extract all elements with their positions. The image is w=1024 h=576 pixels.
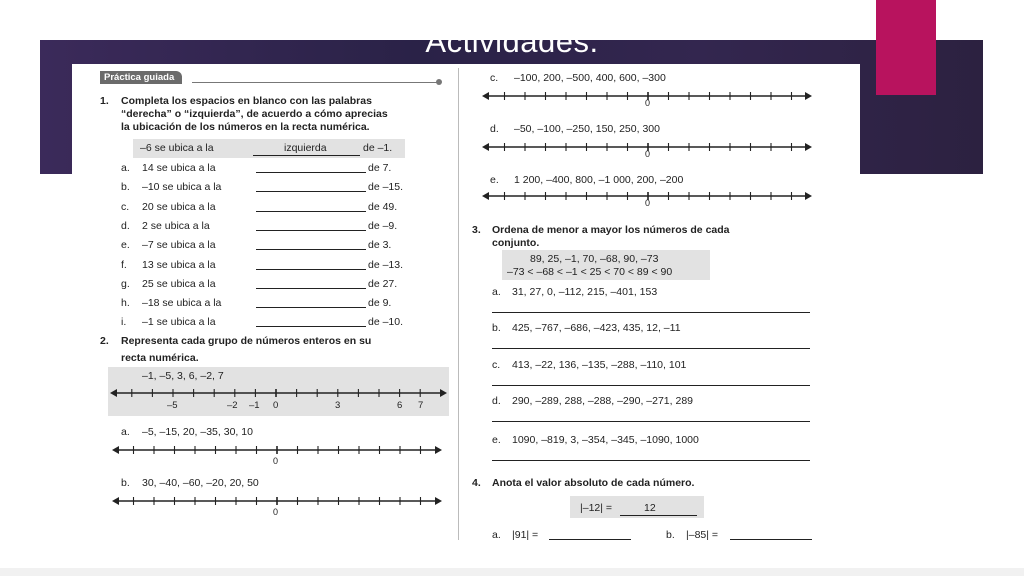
q3-item-set: 1090, –819, 3, –354, –345, –1090, 1000 xyxy=(512,434,699,446)
q3-item-letter: b. xyxy=(492,322,501,334)
q4-b-blank xyxy=(730,539,812,540)
q1-item-suffix: de –9. xyxy=(368,220,398,232)
q2-example-label-minus5: –5 xyxy=(167,400,178,411)
q3-item-letter: c. xyxy=(492,359,501,371)
arrow-right-icon xyxy=(435,497,442,505)
q3-line-2: conjunto. xyxy=(492,237,540,249)
q4-example-answer: 12 xyxy=(644,502,656,514)
q2-a-zero: 0 xyxy=(273,456,279,466)
q1-item-text: 13 se ubica a la xyxy=(142,259,216,271)
q2-example-set: –1, –5, 3, 6, –2, 7 xyxy=(142,370,224,382)
q1-item-blank xyxy=(256,269,366,270)
q1-number: 1. xyxy=(100,95,109,107)
section-tag: Práctica guiada xyxy=(100,71,182,84)
q1-item-text: 2 se ubica a la xyxy=(142,220,210,232)
q1-example-suffix: de –1. xyxy=(363,142,393,154)
q2-example-label-minus1: –1 xyxy=(249,400,260,411)
q1-item-suffix: de –10. xyxy=(368,316,404,328)
q1-item-text: –1 se ubica a la xyxy=(142,316,216,328)
q4-text: Anota el valor absoluto de cada número. xyxy=(492,477,695,489)
q1-item-letter: h. xyxy=(121,297,130,309)
q3-example-order: –73 < –68 < –1 < 25 < 70 < 89 < 90 xyxy=(507,266,673,278)
q1-item-suffix: de –15. xyxy=(368,181,404,193)
right-column xyxy=(470,64,860,542)
q2-line-1: Representa cada grupo de números enteros en su xyxy=(121,335,372,347)
arrow-left-icon xyxy=(112,446,119,454)
tag-rule xyxy=(192,82,439,83)
q1-item-letter: i. xyxy=(121,316,127,328)
arrow-left-icon xyxy=(482,143,489,151)
q1-item-blank xyxy=(256,172,366,173)
q3-line-1: Ordena de menor a mayor los números de cada xyxy=(492,224,730,236)
q4-example-blank xyxy=(620,515,697,516)
arrow-right-icon xyxy=(805,143,812,151)
q1-item-suffix: de 49. xyxy=(368,201,398,213)
q1-item-text: 20 se ubica a la xyxy=(142,201,216,213)
arrow-left-icon xyxy=(112,497,119,505)
left-column xyxy=(72,64,452,542)
q1-line-2: “derecha” o “izquierda”, de acuerdo a cómo aprecias xyxy=(121,108,388,120)
q1-example-answer: izquierda xyxy=(284,142,327,154)
q1-item-text: –10 se ubica a la xyxy=(142,181,222,193)
q2-b-letter: b. xyxy=(121,477,130,489)
arrow-right-icon xyxy=(805,92,812,100)
q3-item-letter: e. xyxy=(492,434,501,446)
q2-a-letter: a. xyxy=(121,426,130,438)
q1-item-letter: g. xyxy=(121,278,130,290)
q1-item-suffix: de 3. xyxy=(368,239,392,251)
q2-number: 2. xyxy=(100,335,109,347)
q2-e-zero: 0 xyxy=(645,198,651,208)
arrow-right-icon xyxy=(805,192,812,200)
q3-item-set: 290, –289, 288, –288, –290, –271, 289 xyxy=(512,395,693,407)
q4-example-expr: |–12| = xyxy=(580,502,613,514)
q3-item-set: 425, –767, –686, –423, 435, 12, –11 xyxy=(512,322,681,334)
q1-item-suffix: de 7. xyxy=(368,162,392,174)
q1-item-blank xyxy=(256,326,366,327)
q4-a-blank xyxy=(549,539,631,540)
q2-e-set: 1 200, –400, 800, –1 000, 200, –200 xyxy=(514,174,684,186)
worksheet-image xyxy=(72,64,860,542)
q3-item-answer-line xyxy=(492,312,810,313)
q4-b-letter: b. xyxy=(666,529,675,541)
q3-example-set: 89, 25, –1, 70, –68, 90, –73 xyxy=(530,253,659,265)
column-divider xyxy=(458,68,459,540)
q4-a-expr: |91| = xyxy=(512,529,539,541)
arrow-right-icon xyxy=(440,389,447,397)
q1-example-blank xyxy=(253,155,360,156)
q1-item-letter: d. xyxy=(121,220,130,232)
q2-c-zero: 0 xyxy=(645,98,651,108)
q1-item-suffix: de –13. xyxy=(368,259,404,271)
q1-item-letter: b. xyxy=(121,181,130,193)
q2-d-letter: d. xyxy=(490,123,499,135)
q4-b-expr: |–85| = xyxy=(686,529,719,541)
arrow-left-icon xyxy=(482,192,489,200)
q2-example-ticks xyxy=(110,389,447,397)
q3-item-answer-line xyxy=(492,348,810,349)
arrow-left-icon xyxy=(110,389,117,397)
q1-item-blank xyxy=(256,249,366,250)
q2-c-letter: c. xyxy=(490,72,499,84)
q3-item-set: 31, 27, 0, –112, 215, –401, 153 xyxy=(512,286,658,298)
q3-item-answer-line xyxy=(492,421,810,422)
q1-item-letter: e. xyxy=(121,239,130,251)
q1-item-blank xyxy=(256,288,366,289)
arrow-left-icon xyxy=(482,92,489,100)
q3-item-letter: a. xyxy=(492,286,501,298)
q4-number: 4. xyxy=(472,477,481,489)
q1-item-blank xyxy=(256,307,366,308)
q2-line-2: recta numérica. xyxy=(121,352,199,364)
q1-item-suffix: de 27. xyxy=(368,278,398,290)
q2-a-set: –5, –15, 20, –35, 30, 10 xyxy=(142,426,253,438)
q3-item-answer-line xyxy=(492,460,810,461)
q1-item-text: –7 se ubica a la xyxy=(142,239,216,251)
q1-item-text: 25 se ubica a la xyxy=(142,278,216,290)
q1-line-1: Completa los espacios en blanco con las palabras xyxy=(121,95,372,107)
q1-item-text: –18 se ubica a la xyxy=(142,297,222,309)
q1-example-prefix: –6 se ubica a la xyxy=(140,142,214,154)
q1-item-blank xyxy=(256,230,366,231)
q1-item-blank xyxy=(256,191,366,192)
q2-b-set: 30, –40, –60, –20, 20, 50 xyxy=(142,477,259,489)
q2-example-label-minus2: –2 xyxy=(227,400,238,411)
q1-line-3: la ubicación de los números en la recta numérica. xyxy=(121,121,370,133)
q3-item-answer-line xyxy=(492,385,810,386)
q3-number: 3. xyxy=(472,224,481,236)
tag-rule-dot xyxy=(436,79,442,85)
q2-example-label-zero: 0 xyxy=(273,400,279,411)
arrow-right-icon xyxy=(435,446,442,454)
q2-example-label-7: 7 xyxy=(418,400,424,411)
slide-title: Actividades. xyxy=(425,24,599,59)
q2-b-zero: 0 xyxy=(273,507,279,517)
q3-item-letter: d. xyxy=(492,395,501,407)
q3-item-set: 413, –22, 136, –135, –288, –110, 101 xyxy=(512,359,687,371)
q1-item-suffix: de 9. xyxy=(368,297,392,309)
q1-item-letter: a. xyxy=(121,162,130,174)
q2-d-zero: 0 xyxy=(645,149,651,159)
q2-c-set: –100, 200, –500, 400, 600, –300 xyxy=(514,72,666,84)
q2-example-label-6: 6 xyxy=(397,400,403,411)
q1-item-letter: f. xyxy=(121,259,127,271)
q4-a-letter: a. xyxy=(492,529,501,541)
q2-example-label-3: 3 xyxy=(335,400,341,411)
q1-item-letter: c. xyxy=(121,201,130,213)
q2-e-letter: e. xyxy=(490,174,499,186)
bottom-bar xyxy=(0,568,1024,576)
q1-item-text: 14 se ubica a la xyxy=(142,162,216,174)
q2-d-set: –50, –100, –250, 150, 250, 300 xyxy=(514,123,660,135)
q1-item-blank xyxy=(256,211,366,212)
